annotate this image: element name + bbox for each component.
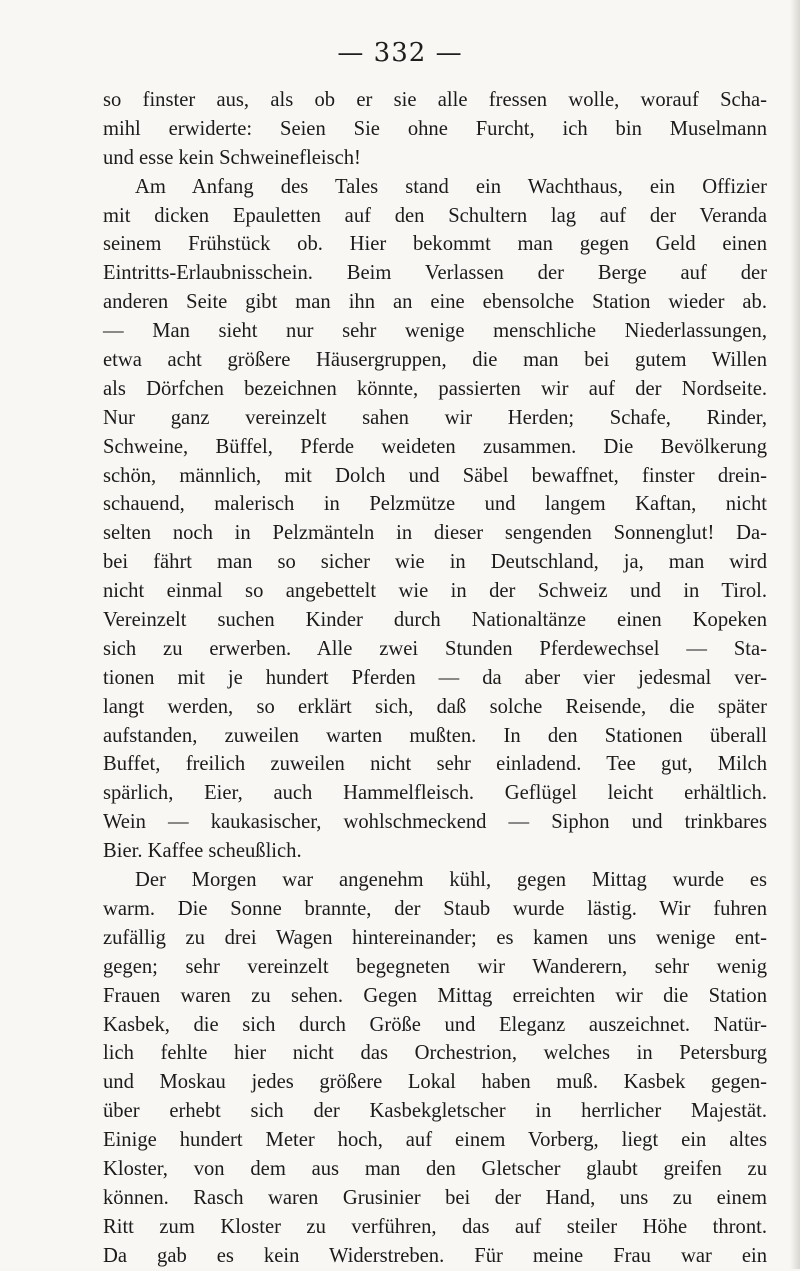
text-line: nicht einmal so angebettelt wie in der Schweiz und in Tirol. <box>103 580 767 603</box>
text-line: anderen Seite gibt man ihn an eine ebensolche Station wieder ab. <box>103 291 767 314</box>
text-line: und esse kein Schweinefleisch! <box>103 146 361 169</box>
text-line: Wein — kaukasischer, wohlschmeckend — Siphon und trinkbares <box>103 811 767 834</box>
text-line: — Man sieht nur sehr wenige menschliche Niederlassungen, <box>103 320 767 343</box>
text-line: Kasbek, die sich durch Größe und Eleganz auszeichnet. Natür- <box>103 1013 767 1036</box>
text-line: können. Rasch waren Grusinier bei der Hand, uns zu einem <box>103 1186 767 1209</box>
text-line: Eintritts-Erlaubnisschein. Beim Verlassen der Berge auf der <box>103 262 767 285</box>
text-line: zufällig zu drei Wagen hintereinander; es kamen uns wenige ent- <box>103 926 767 949</box>
text-line: etwa acht größere Häusergruppen, die man bei gutem Willen <box>103 349 767 372</box>
text-line: bei fährt man so sicher wie in Deutschland, ja, man wird <box>103 551 767 574</box>
text-line: über erhebt sich der Kasbekgletscher in herrlicher Majestät. <box>103 1100 767 1123</box>
text-line: Bier. Kaffee scheußlich. <box>103 840 302 863</box>
text-line: lich fehlte hier nicht das Orchestrion, welches in Petersburg <box>103 1042 767 1065</box>
text-line: selten noch in Pelzmänteln in dieser sengenden Sonnenglut! Da- <box>103 522 767 545</box>
text-line: warm. Die Sonne brannte, der Staub wurde lästig. Wir fuhren <box>103 897 767 920</box>
text-line: langt werden, so erklärt sich, daß solche Reisende, die später <box>103 695 767 718</box>
text-line: Nur ganz vereinzelt sahen wir Herden; Schafe, Rinder, <box>103 406 767 429</box>
text-line: Buffet, freilich zuweilen nicht sehr einladend. Tee gut, Milch <box>103 753 767 776</box>
text-line: seinem Frühstück ob. Hier bekommt man gegen Geld einen <box>103 233 767 256</box>
text-line: Am Anfang des Tales stand ein Wachthaus, ein Offizier <box>135 175 767 198</box>
body-text <box>103 86 767 1271</box>
text-line: Kloster, von dem aus man den Gletscher glaubt greifen zu <box>103 1157 767 1180</box>
text-line: mit dicken Epauletten auf den Schultern lag auf der Veranda <box>103 204 767 227</box>
page-edge-shadow <box>790 0 800 1269</box>
text-line: Da gab es kein Widerstreben. Für meine Frau war ein <box>103 1244 767 1267</box>
text-line: tionen mit je hundert Pferden — da aber vier jedesmal ver- <box>103 666 767 689</box>
page-number: — 332 — <box>337 38 463 68</box>
text-line: als Dörfchen bezeichnen könnte, passierten wir auf der Nordseite. <box>103 377 767 400</box>
text-line: so finster aus, als ob er sie alle fressen wolle, worauf Scha- <box>103 89 767 111</box>
text-line: gegen; sehr vereinzelt begegneten wir Wanderern, sehr wenig <box>103 955 767 978</box>
text-line: Ritt zum Kloster zu verführen, das auf steiler Höhe thront. <box>103 1215 767 1238</box>
text-line: aufstanden, zuweilen warten mußten. In den Stationen überall <box>103 724 767 747</box>
text-line: Der Morgen war angenehm kühl, gegen Mittag wurde es <box>135 869 767 892</box>
text-line: spärlich, Eier, auch Hammelfleisch. Geflügel leicht erhältlich. <box>103 782 767 805</box>
text-line: schön, männlich, mit Dolch und Säbel bewaffnet, finster drein- <box>103 464 767 487</box>
text-line: Frauen waren zu sehen. Gegen Mittag erreichten wir die Station <box>103 984 767 1007</box>
text-line: Schweine, Büffel, Pferde weideten zusammen. Die Bevölkerung <box>103 435 767 458</box>
text-line: Einige hundert Meter hoch, auf einem Vorberg, liegt ein altes <box>103 1129 767 1152</box>
text-line: mihl erwiderte: Seien Sie ohne Furcht, ich bin Muselmann <box>103 117 767 140</box>
text-line: schauend, malerisch in Pelzmütze und langem Kaftan, nicht <box>103 493 767 516</box>
text-line: sich zu erwerben. Alle zwei Stunden Pferdewechsel — Sta- <box>103 637 767 660</box>
text-line: Vereinzelt suchen Kinder durch Nationaltänze einen Kopeken <box>103 609 767 632</box>
text-line: und Moskau jedes größere Lokal haben muß. Kasbek gegen- <box>103 1071 767 1094</box>
